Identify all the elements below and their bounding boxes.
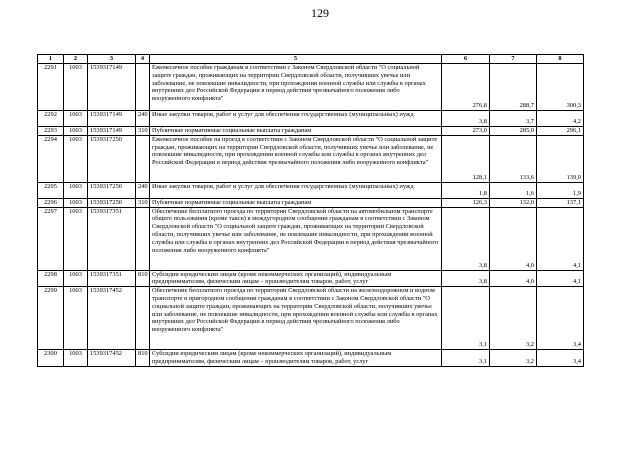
description-cell: Публичные нормативные социальные выплаты гражданам: [150, 198, 442, 207]
expense-type-cell: 810: [136, 350, 150, 367]
table-row: [38, 64, 584, 111]
amount-col6-cell: 128,1: [442, 135, 490, 182]
target-article-cell: 1539317149: [88, 111, 136, 127]
target-article-cell: 1539317250: [88, 182, 136, 198]
amount-col8-cell: 3,4: [537, 287, 584, 350]
table-row: [38, 111, 584, 127]
header-cell: 2: [64, 55, 88, 64]
amount-col6-cell: 126,3: [442, 198, 490, 207]
section-code-cell: 1003: [64, 350, 88, 367]
section-code-cell: 1003: [64, 135, 88, 182]
amount-col6-cell: 3,8: [442, 207, 490, 270]
amount-col6-cell: 3,1: [442, 350, 490, 367]
row-number-cell: 2296: [38, 198, 64, 207]
row-number-cell: 2294: [38, 135, 64, 182]
amount-col8-cell: 300,3: [537, 64, 584, 111]
target-article-cell: 1539317452: [88, 350, 136, 367]
amount-col8-cell: 139,0: [537, 135, 584, 182]
section-code-cell: 1003: [64, 198, 88, 207]
table-header-row: [38, 55, 584, 64]
table-row: [38, 350, 584, 367]
amount-col8-cell: 137,1: [537, 198, 584, 207]
section-code-cell: 1003: [64, 182, 88, 198]
amount-col6-cell: 3,8: [442, 111, 490, 127]
amount-col7-cell: 285,0: [490, 127, 537, 136]
amount-col7-cell: 3,2: [490, 287, 537, 350]
target-article-cell: 1539317149: [88, 64, 136, 111]
expense-type-cell: [136, 135, 150, 182]
row-number-cell: 2297: [38, 207, 64, 270]
amount-col7-cell: 132,0: [490, 198, 537, 207]
description-cell: Ежемесячное пособие на проезд в соответствии с Законом Свердловской области "О социальной защите граждан, проживающих на территории Свердловской области, получивших увечье или заболевание, не повлекшие инвалидности, при прохождении военной службы или службы в органах внутренних дел Российской Федерации в период действия чрезвычайного положения либо вооруженного конфликта": [150, 135, 442, 182]
row-number-cell: 2292: [38, 111, 64, 127]
table-row: [38, 127, 584, 136]
amount-col7-cell: 4,0: [490, 270, 537, 287]
budget-table: [37, 54, 584, 367]
table-row: [38, 135, 584, 182]
amount-col8-cell: 4,1: [537, 207, 584, 270]
description-cell: Публичные нормативные социальные выплаты гражданам: [150, 127, 442, 136]
amount-col6-cell: 276,8: [442, 64, 490, 111]
header-cell: 3: [88, 55, 136, 64]
description-cell: Субсидии юридическим лицам (кроме некоммерческих организаций), индивидуальным предпринимателям, физическим лицам – производителям товаров, работ, услуг: [150, 270, 442, 287]
target-article-cell: 1539317351: [88, 207, 136, 270]
table-row: [38, 287, 584, 350]
amount-col8-cell: 4,1: [537, 270, 584, 287]
row-number-cell: 2299: [38, 287, 64, 350]
description-cell: Обеспечение бесплатного проезда по территории Свердловской области на автомобильном транспорте общего пользования (кроме такси) в междугородном сообщении гражданам в соответствии с Законом Свердловской области "О социальной защите граждан, проживающих на территории Свердловской области, получивших увечье или заболевание, не повлекшие инвалидности, при прохождении военной службы или службы в органах внутренних дел Российской Федерации в период действия чрезвычайного положения либо вооруженного конфликта": [150, 207, 442, 270]
amount-col7-cell: 3,2: [490, 350, 537, 367]
description-cell: Иные закупки товаров, работ и услуг для обеспечения государственных (муниципальных) нужд: [150, 111, 442, 127]
description-cell: Обеспечение бесплатного проезда по территории Свердловской области на железнодорожном и водном транспорте в пригородном сообщении гражданам в соответствии с Законом Свердловской области "О социальной защите граждан, проживающих на территории Свердловской области, получивших увечье или заболевание, не повлекшие инвалидности, при прохождении военной службы или службы в органах внутренних дел Российской Федерации в период действия чрезвычайного положения либо вооруженного конфликта": [150, 287, 442, 350]
row-number-cell: 2300: [38, 350, 64, 367]
expense-type-cell: [136, 207, 150, 270]
header-cell: 6: [442, 55, 490, 64]
target-article-cell: 1539317351: [88, 270, 136, 287]
expense-type-cell: 810: [136, 270, 150, 287]
description-cell: Ежемесячное пособие гражданам в соответствии с Законом Свердловской области "О социальной защите граждан, проживающих на территории Свердловской области, получивших увечье или заболевание, не повлекшие инвалидности, при прохождении военной службы или службы в органах внутренних дел Российской Федерации в период действия чрезвычайного положения либо вооруженного конфликта": [150, 64, 442, 111]
amount-col7-cell: 133,6: [490, 135, 537, 182]
header-cell: 1: [38, 55, 64, 64]
target-article-cell: 1539317250: [88, 135, 136, 182]
header-cell: 8: [537, 55, 584, 64]
description-cell: Иные закупки товаров, работ и услуг для обеспечения государственных (муниципальных) нужд: [150, 182, 442, 198]
amount-col7-cell: 3,7: [490, 111, 537, 127]
expense-type-cell: 310: [136, 127, 150, 136]
expense-type-cell: [136, 64, 150, 111]
row-number-cell: 2295: [38, 182, 64, 198]
header-cell: 4: [136, 55, 150, 64]
description-cell: Субсидии юридическим лицам (кроме некоммерческих организаций), индивидуальным предпринимателям, физическим лицам – производителям товаров, работ, услуг: [150, 350, 442, 367]
table-row: [38, 270, 584, 287]
header-cell: 7: [490, 55, 537, 64]
amount-col7-cell: 4,0: [490, 207, 537, 270]
section-code-cell: 1003: [64, 207, 88, 270]
page-number: 129: [311, 6, 329, 20]
expense-type-cell: [136, 287, 150, 350]
section-code-cell: 1003: [64, 127, 88, 136]
amount-col6-cell: 1,8: [442, 182, 490, 198]
amount-col6-cell: 3,8: [442, 270, 490, 287]
row-number-cell: 2291: [38, 64, 64, 111]
table-row: [38, 182, 584, 198]
amount-col8-cell: 1,9: [537, 182, 584, 198]
section-code-cell: 1003: [64, 64, 88, 111]
row-number-cell: 2298: [38, 270, 64, 287]
target-article-cell: 1539317149: [88, 127, 136, 136]
amount-col8-cell: 4,2: [537, 111, 584, 127]
target-article-cell: 1539317452: [88, 287, 136, 350]
section-code-cell: 1003: [64, 111, 88, 127]
amount-col6-cell: 3,1: [442, 287, 490, 350]
table-row: [38, 207, 584, 270]
amount-col6-cell: 273,0: [442, 127, 490, 136]
target-article-cell: 1539317250: [88, 198, 136, 207]
table-row: [38, 198, 584, 207]
amount-col7-cell: 1,6: [490, 182, 537, 198]
amount-col7-cell: 288,7: [490, 64, 537, 111]
section-code-cell: 1003: [64, 287, 88, 350]
row-number-cell: 2293: [38, 127, 64, 136]
expense-type-cell: 240: [136, 182, 150, 198]
amount-col8-cell: 296,1: [537, 127, 584, 136]
expense-type-cell: 240: [136, 111, 150, 127]
expense-type-cell: 310: [136, 198, 150, 207]
header-cell: 5: [150, 55, 442, 64]
section-code-cell: 1003: [64, 270, 88, 287]
amount-col8-cell: 3,4: [537, 350, 584, 367]
